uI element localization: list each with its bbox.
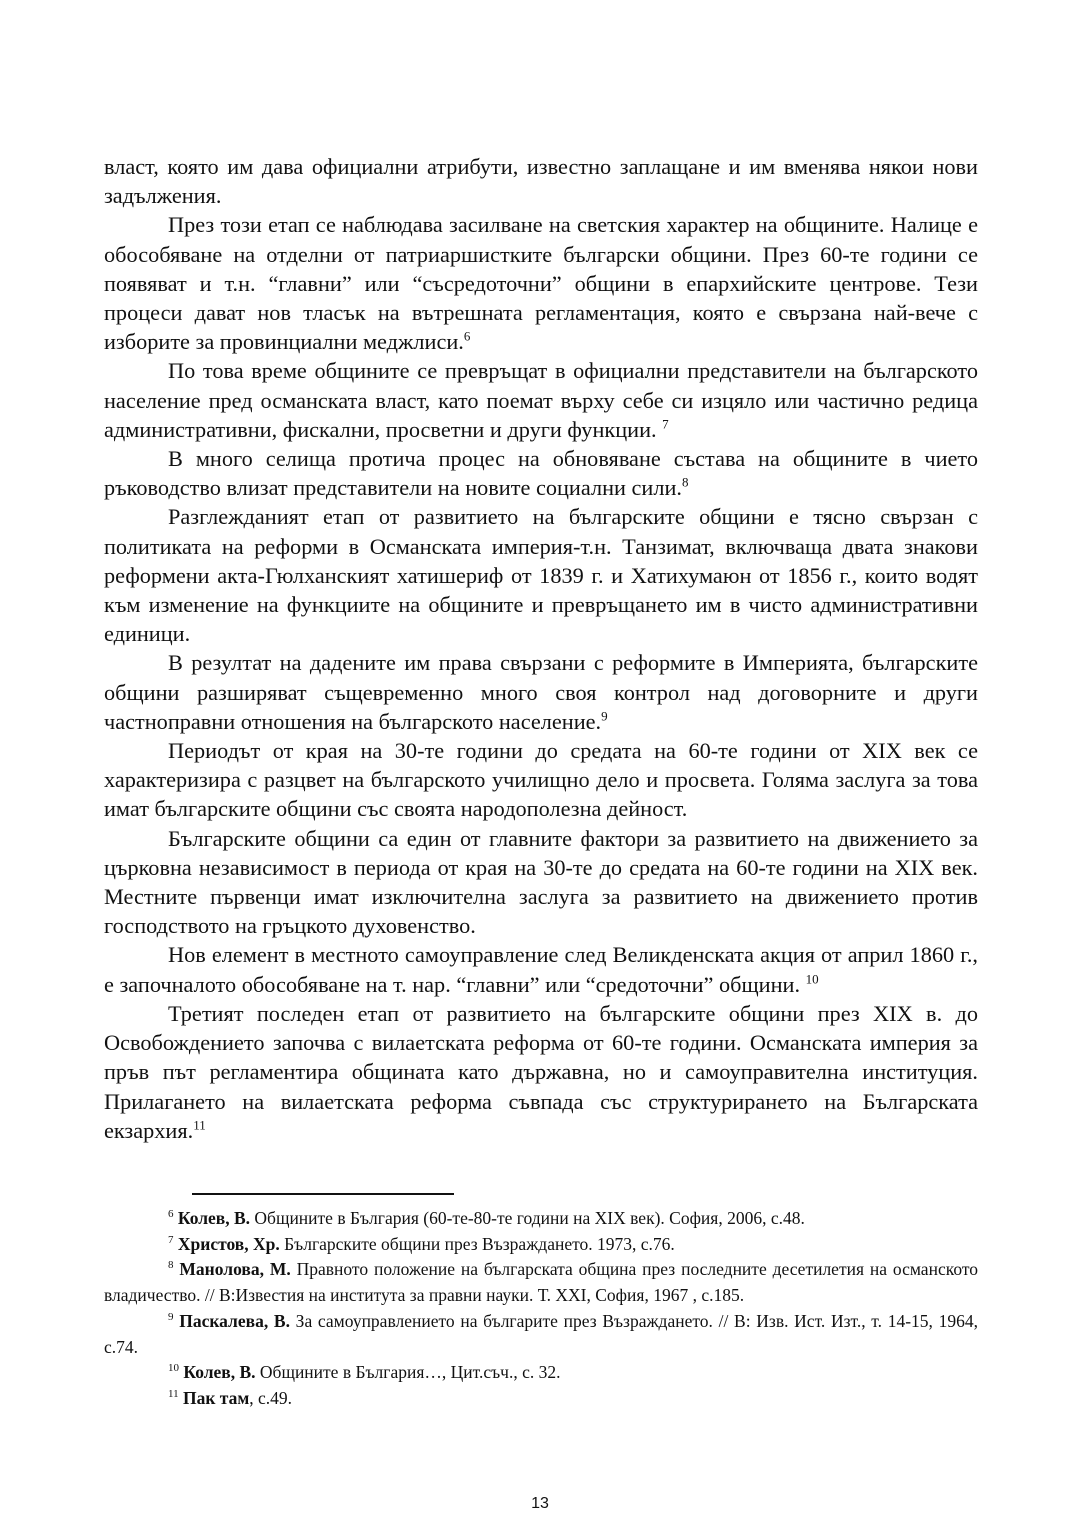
paragraph-2: През този етап се наблюдава засилване на светския характер на общините. Налице е обособяване на отделни от патриаршистките български общини. През 60-те години се появяват и т.н. “главни” или “съсредоточни” общини в епархийските центрове. Тези процеси дават нов тласък на вътрешната регламентация, която е свързана най-вече с изборите за провинциални меджлиси.$^6$ bbox=[104, 212, 978, 355]
paragraph-4: В много селища протича процес на обновяване състава на общините в чието ръководство влизат представители на новите социални сили.$^8$ bbox=[104, 446, 978, 501]
page-number: 13 bbox=[531, 1495, 549, 1512]
paragraph-9: Нов елемент в местното самоуправление след Великденската акция от април 1860 г., е започналото обособяване на т. нар. “главни” или “средоточни” общини. $^{10}$ bbox=[104, 942, 978, 997]
paragraph-3: По това време общините се превръщат в официални представители на българското население пред османската власт, като поемат върху себе си изцяло или частично редица административни, фискални, просветни и други функции. $^7$ bbox=[104, 358, 978, 442]
paragraph-7: Периодът от края на 30-те години до средата на 60-те години от XIX век се характеризира с разцвет на българското училищно дело и просвета. Голяма заслуга за това имат българските общини със своята народополезна дейност. bbox=[104, 738, 978, 822]
paragraph-10: Третият последен етап от развитието на българските общини през XIX в. до Освобождението започва с вилаетската реформа от 60-те години. Османската империя за пръв път регламентира общината като държавна, но и самоуправителна институция. Прилагането на вилаетската реформа съвпада със структурирането на Българската екзархия.$^{11}$ bbox=[104, 1000, 978, 1143]
footnote-9: $^9$ Паскалева, В. За самоуправлението на българите през Възраждането. // В: Изв. Ист. Изт., т. 14-15, 1964, с.74. bbox=[104, 1310, 979, 1357]
footnote-ref-8[interactable]: 8 bbox=[682, 474, 689, 490]
footnote-separator bbox=[192, 1193, 454, 1195]
footnote-ref-9[interactable]: 9 bbox=[601, 708, 608, 724]
paragraph-5: Разглежданият етап от развитието на българските общини е тясно свързан с политиката на реформи в Османската империя-т.н. Танзимат, включваща двата знакови реформени акта-Гюлханският хатишериф от 1839 г. и Хатихумаюн от 1856 г., които водят към изменение на функциите на общините и превръщането им в чисто административни единици. bbox=[104, 504, 978, 647]
page-body bbox=[104, 152, 978, 1145]
paragraph-1: власт, която им дава официални атрибути, известно заплащане и им вменява някои нови задължения. bbox=[104, 154, 978, 209]
footnotes bbox=[104, 1206, 978, 1412]
footnote-10: $^{10}$ Колев, В. Общините в България…, Цит.съч., с. 32. bbox=[168, 1362, 561, 1383]
paragraph-6: В резултат на дадените им права свързани с реформите в Империята, българските общини разширяват същевременно много своя контрол над договорните и други частноправни отношения на българското население.$^9$ bbox=[104, 650, 978, 734]
footnote-ref-10[interactable]: 10 bbox=[805, 971, 819, 987]
footnote-ref-7[interactable]: 7 bbox=[662, 416, 669, 432]
footnote-7: $^7$ Христов, Хр. Българските общини през Възраждането. 1973, с.76. bbox=[168, 1233, 675, 1254]
footnote-6: $^6$ Колев, В. Общините в България (60-те-80-те години на XIX век). София, 2006, с.48. bbox=[168, 1208, 805, 1228]
footnote-ref-11[interactable]: 11 bbox=[193, 1117, 206, 1133]
main-text bbox=[104, 152, 978, 1145]
footnote-11: $^{11}$ Пак там, с.49. bbox=[168, 1387, 293, 1408]
footnote-8: $^8$ Манолова, М. Правното положение на българската община през последните десетилетия на османското владичество. // В:Известия на института за правни науки. Т. XXI, София, 1967 , с.185. bbox=[104, 1259, 979, 1306]
footnote-ref-6[interactable]: 6 bbox=[463, 328, 471, 344]
paragraph-8: Българските общини са един от главните фактори за развитието на движението за църковна независимост в периода от края на 30-те до средата на 60-те години на XIX век. Местните първенци имат изключителна заслуга за развитието на движението против господството на гръцкото духовенство. bbox=[104, 825, 978, 939]
